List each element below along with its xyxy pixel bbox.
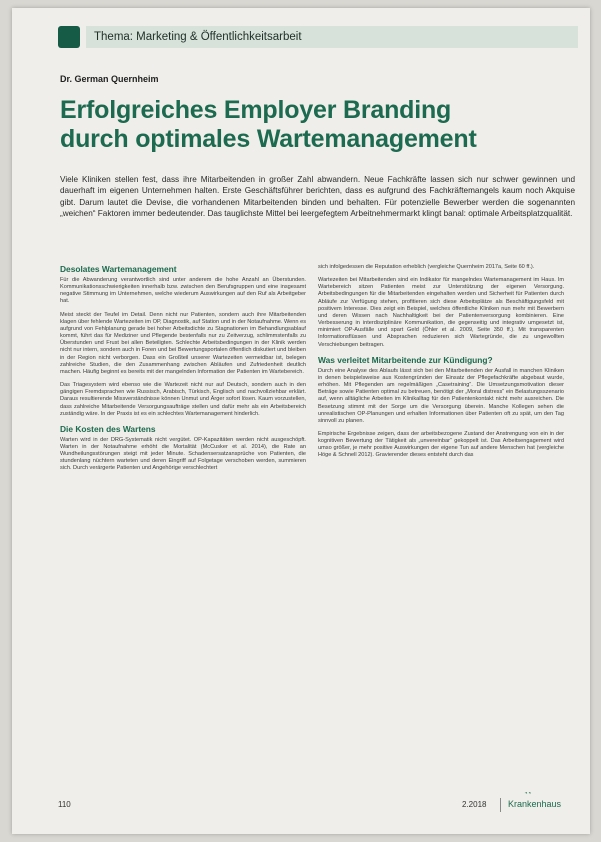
footer-divider xyxy=(500,798,501,812)
paragraph: Warten wird in der DRG-Systematik nicht vergütet. OP-Kapazitäten werden nicht ausgeschöpft. Warten in der Notaufnahme erhöht die Mortalität (McCusker et al. 2014), die Rate an Wundheilungsstörungen steigt mit jeder Minute. Schadensersatzansprüche von Patienten, die stundenlang nüchtern warteten und deren Eingriff auf Folgetage verschoben werden, summieren sich. Durch verärgerte Patienten und Angehörige verschlechtert xyxy=(60,436,306,472)
magazine-page xyxy=(12,8,590,834)
paragraph: Meist steckt der Teufel im Detail. Denn nicht nur Patienten, sondern auch ihre Mitarbeitenden klagen über fehlende Wartezeiten im OP, Diagnostik, auf Station und in der Notaufnahme. Wenn es aufgrund von Fehlplanung gerade bei hoher Arbeitsdichte zu Stagnationen im Behandlungsablauf kommt, führt das für Mediziner und Pflegende bestenfalls nur zu Zeitverzug, schlimmstenfalls zu Überstunden und Frust bei allen Beteiligten. Schlechte Arbeitsbedingungen in der Klinik werden nicht nur intern, sondern auch in Foren und bei Bewertungsportalen öffentlich diskutiert und bleiben in der Region nicht verborgen. Dass ein Großteil unserer Wartezeiten vermeidbar ist, belegen zahlreiche Studien, die den Zusammenhang zwischen Abläufen und Zufriedenheit deutlich machen. Häufig beginnt es bereits mit der mangelnden Information der Patienten im Wartebereich. xyxy=(60,311,306,375)
brand-logo-icon: ◔◔ xyxy=(524,791,532,797)
issue-number: 2.2018 xyxy=(462,800,487,809)
paragraph: Wartezeiten bei Mitarbeitenden sind ein Indikator für mangelndes Wartemanagement im Haus. Im Wartebereich sitzen Patienten meist zur Unterstützung der eigenen Versorgung. Arbeitsbedingungen für die Mitarbeitenden eingehalten werden und Sicherheit für Patienten durch Abläufe zur Verfügung stehen, profitieren sich diese Arbeitsplätze als Beschäftigungsfeld mit positivem Interesse. Dies zeigt ein Beispiel, welches öffentliche Kliniken nun mehr mit Bewerbern und deren Wissen nach Nachhaltigkeit bei der Patientenversorgung kombinieren. Eine Verbesserung in interdisziplinäre Kommunikation, die gegenseitig und integrativ umgesetzt ist, minimiert OP-Ausfälle und spart Geld (Öhler et al. 2009, Seite 350 ff.). Mit transparenten Informationsflüssen und Absprachen reduzieren sich Wartegründe, die zu ungewollten Verschiebungen beitragen. xyxy=(318,277,564,348)
topic-color-block xyxy=(58,26,80,48)
topic-label: Thema: Marketing & Öffentlichkeitsarbeit xyxy=(86,26,578,48)
article-title xyxy=(60,96,580,154)
paragraph: Durch eine Analyse des Ablaufs lässt sich bei den Mitarbeitenden der Ausfall in manchen Kliniken in denen beispielsweise aus Kostengründen der Einsatz der Pflegefachkräfte abgebaut wurde, erhöhen. Mit Pflegenden am regelmäßigen „Casetraining“. Die Umsetzungsmotivation dieser Beträge sowie Patienten optimal zu betreuen, benötigt der „Moral distress“ ein Belastungsszenario auf, wenn alltägliche Arbeiten im Klinikalltag für den Patientenkontakt nicht mehr ausreichen. Die Besetzung stimmt mit der Sorge um die Versorgung überein. Manche Kollegen sehen die unrealistischen OP-Planungen und erhalten Informationen über Patienten oft zu spät, um den Tag sinnvoll zu planen. xyxy=(318,367,564,424)
section-heading: Die Kosten des Wartens xyxy=(60,423,156,434)
page-footer xyxy=(52,791,582,814)
paragraph: Empirische Ergebnisse zeigen, dass der arbeitsbezogene Zustand der Anstrengung von ein in der kognitiven Bewertung der Tätigkeit als „unvereinbar“ gekoppelt ist. Das Arbeitsengagement wird umso größer, je mehr positive Auswirkungen der eigene Tun auf andere Menschen hat (vergleiche Höge & Schnell 2012). Gravierender dieses entsteht durch das xyxy=(318,430,564,459)
article-author: Dr. German Quernheim xyxy=(60,74,159,84)
section-heading: Desolates Wartemanagement xyxy=(60,264,177,274)
article-title-line-1: Erfolgreiches Employer Branding xyxy=(60,96,452,124)
paragraph: sich infolgedessen die Reputation erheblich (vergleiche Quernheim 2017a, Seite 60 ff.). xyxy=(318,264,535,270)
article-title-line-2: durch optimales Wartemanagement xyxy=(60,125,477,153)
paragraph: Für die Abwanderung verantwortlich sind unter anderem die hohe Anzahl an Überstunden. Kommunikationsschwierigkeiten innerhalb bzw. zwischen den Berufsgruppen und eine insgesamt negative Stimmung im Unternehmen, welche wiederum Auswirkungen auf den Ruf als Arbeitgeber hat. xyxy=(60,277,306,305)
text-column-left xyxy=(60,264,306,784)
page-number: 110 xyxy=(58,800,71,809)
text-column-right xyxy=(318,264,564,784)
brand-name: Krankenhaus xyxy=(508,799,562,809)
section-heading: Was verleitet Mitarbeitende zur Kündigung? xyxy=(318,354,493,365)
article-lead: Viele Kliniken stellen fest, dass ihre Mitarbeitenden in großer Zahl abwandern. Neue Fachkräfte lassen sich nur schwer gewinnen und dauerhaft im eigenen Unternehmen halten. Erste Geschäftsführer berichten, dass es aufgrund des Fachkräftemangels kaum noch Akquise gibt. Darum lautet die Devise, die vorhandenen Mitarbeitenden binden und behalten. Für potenzielle Bewerber werden die sogenannten „weichen“ Faktoren immer bedeutender. Das tauglichste Mittel bei leergefegtem Arbeitnehmermarkt klingt banal: optimale Arbeitsplatzqualität. xyxy=(60,175,575,219)
paragraph: Das Triagesystem wird ebenso wie die Wartezeit nicht nur auf Deutsch, sondern auch in den gängigen Fremdsprachen wie Russisch, Arabisch, Türkisch, Englisch und nachvollziehbar erklärt. Daraus resultierende Missverständnisse können Unmut und Ärger sofort lösen. Kaum vorzustellen, dass zahlreiche Mitarbeitende Versorgungsaufträge stellen und dafür mehr als ein Arbeitsbereich zuständig wäre. In der Praxis ist es ein schlechtes Wartemanagement hinderlich. xyxy=(60,382,306,417)
topic-header xyxy=(58,20,578,54)
